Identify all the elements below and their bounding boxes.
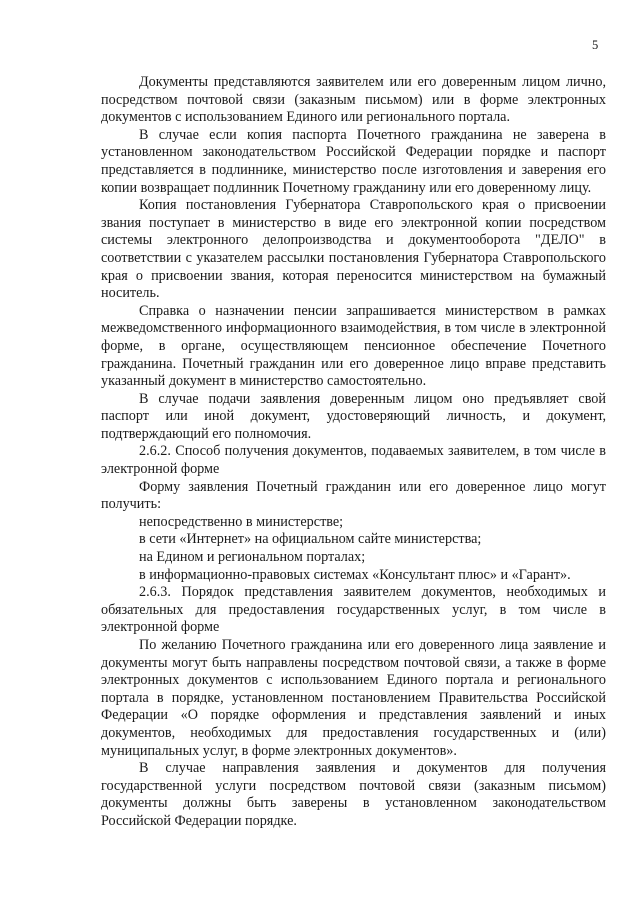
section-heading-2-6-3: 2.6.3. Порядок представления заявителем документов, необходимых и обязательных для предоставления государственных услуг, в том числе в электронной форме [101, 584, 606, 636]
document-body [101, 74, 606, 831]
paragraph-trusted-person: В случае подачи заявления доверенным лицом оно предъявляет свой паспорт или иной документ, удостоверяющий личность, и документ, подтверждающий его полномочия. [101, 390, 606, 442]
page-number: 5 [592, 38, 599, 52]
paragraph-submission-methods: Документы представляются заявителем или его доверенным лицом лично, посредством почтовой связи (заказным письмом) или в форме электронных документов с использованием Единого или регионального портала. [101, 74, 606, 126]
paragraph-passport-copy: В случае если копия паспорта Почетного гражданина не заверена в установленном законодательством Российской Федерации порядке и паспорт представляется в подлиннике, министерство после изготовления и заверения его копии возвращает подлинник Почетному гражданину или его доверенному лицу. [101, 126, 606, 196]
list-item: в информационно-правовых системах «Консультант плюс» и «Гарант». [139, 566, 571, 583]
paragraph-form-sources: Форму заявления Почетный гражданин или его доверенное лицо могут получить: [101, 478, 606, 513]
paragraph-postal-electronic: По желанию Почетного гражданина или его доверенного лица заявление и документы могут быть направлены посредством почтовой связи, а также в форме электронных документов с использованием Единого портала и регионального портала в порядке, установленном постановлением Правительства Российской Федерации «О порядке оформления и представления заявлений и иных документов, необходимых для предоставления государственных и (или) муниципальных услуг, в форме электронных документов». [101, 637, 606, 759]
paragraph-pension-certificate: Справка о назначении пенсии запрашивается министерством в рамках межведомственного информационного взаимодействия, в том числе в электронной форме, в органе, осуществляющем пенсионное обеспечение Почетного гражданина. Почетный гражданин или его доверенное лицо вправе представить указанный документ в министерство самостоятельно. [101, 302, 606, 390]
section-heading-2-6-2: 2.6.2. Способ получения документов, подаваемых заявителем, в том числе в электронной форме [101, 443, 606, 478]
list-item: в сети «Интернет» на официальном сайте министерства; [139, 531, 482, 548]
paragraph-governor-decree: Копия постановления Губернатора Ставропольского края о присвоении звания поступает в министерство в виде его электронной копии посредством системы электронного делопроизводства и документооборота "ДЕЛО" в соответствии с указателем рассылки постановления Губернатора Ставропольского края о присвоении звания, которая переносится министерством на бумажный носитель. [101, 197, 606, 302]
list-item: непосредственно в министерстве; [139, 513, 344, 530]
paragraph-postal-certification: В случае направления заявления и документов для получения государственной услуги посредством почтовой связи (заказным письмом) документы должны быть заверены в установленном законодательством Российской Федерации порядке. [101, 760, 606, 829]
list-item: на Едином и региональном порталах; [139, 549, 366, 566]
